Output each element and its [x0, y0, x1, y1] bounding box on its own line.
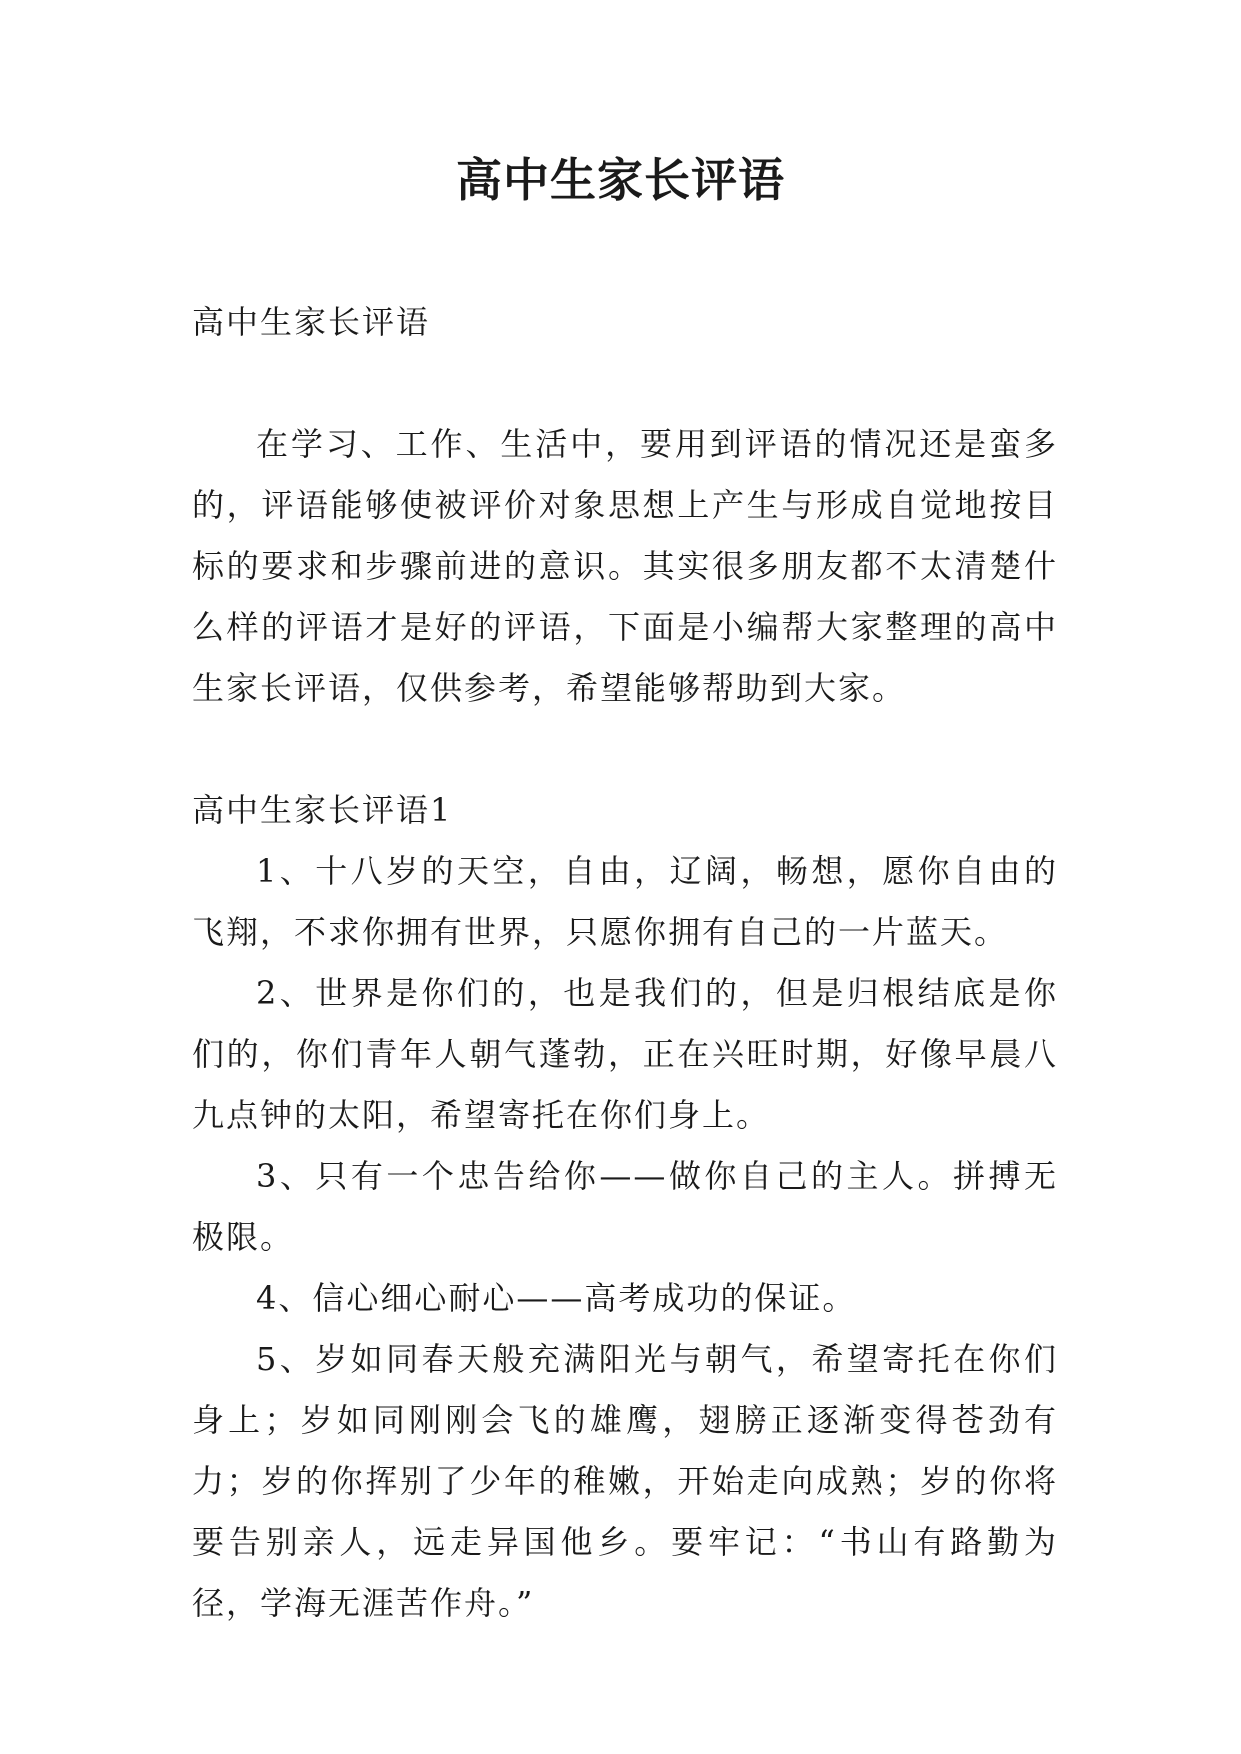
list-item: 4、信心细心耐心——高考成功的保证。 [256, 1279, 857, 1317]
document-title: 高中生家长评语 [456, 153, 785, 207]
intro-paragraph: 在学习、工作、生活中，要用到评语的情况还是蛮多的，评语能够使被评价对象思想上产生与形成自觉地按目标的要求和步骤前进的意识。其实很多朋友都不太清楚什么样的评语才是好的评语，下面是小编帮大家整理的高中生家长评语，仅供参考，希望能够帮助到大家。 [192, 425, 1058, 707]
list-item: 5、岁如同春天般充满阳光与朝气，希望寄托在你们身上；岁如同刚刚会飞的雄鹰，翅膀正逐渐变得苍劲有力；岁的你挥别了少年的稚嫩，开始走向成熟；岁的你将要告别亲人，远走异国他乡。要牢记：“书山有路勤为径，学海无涯苦作舟。” [192, 1340, 1058, 1622]
document-subtitle: 高中生家长评语 [192, 303, 431, 341]
spacer [192, 353, 1058, 414]
list-item: 3、只有一个忠告给你——做你自己的主人。拼搏无极限。 [192, 1157, 1058, 1256]
document-body [192, 292, 1058, 1634]
section-heading: 高中生家长评语1 [192, 791, 453, 829]
list-item: 1、十八岁的天空，自由，辽阔，畅想，愿你自由的飞翔，不求你拥有世界，只愿你拥有自己的一片蓝天。 [192, 852, 1058, 951]
list-item: 2、世界是你们的，也是我们的，但是归根结底是你们的，你们青年人朝气蓬勃，正在兴旺时期，好像早晨八九点钟的太阳，希望寄托在你们身上。 [192, 974, 1058, 1134]
spacer [192, 719, 1058, 780]
